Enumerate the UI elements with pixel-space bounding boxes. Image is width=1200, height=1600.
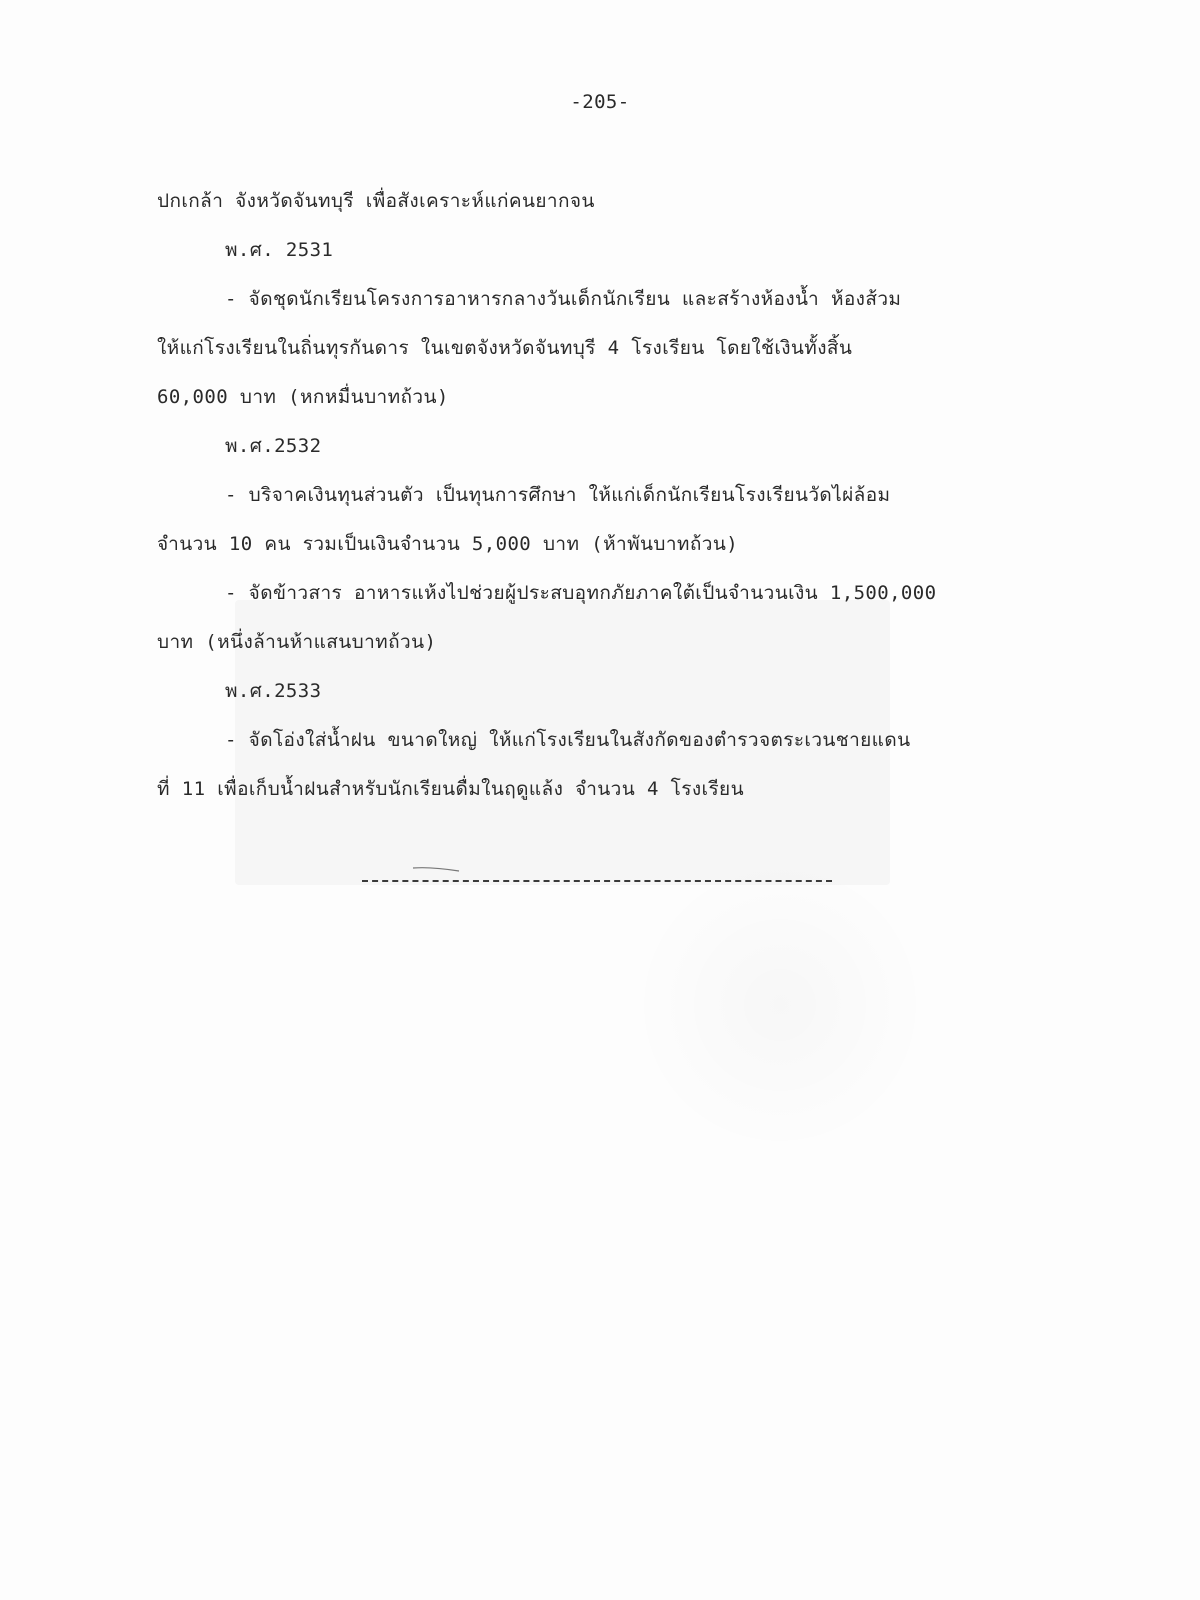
item-line: ให้แก่โรงเรียนในถิ่นทุรกันดาร ในเขตจังหวัดจันทบุรี 4 โรงเรียน โดยใช้เงินทั้งสิ้น [157,337,853,359]
end-of-section-divider [362,880,832,882]
item-line: - จัดชุดนักเรียนโครงการอาหารกลางวันเด็กนักเรียน และสร้างห้องน้ำ ห้องส้วม [225,288,902,310]
pen-mark [412,866,460,872]
item-line: 60,000 บาท (หกหมื่นบาทถ้วน) [157,386,449,408]
year-heading-2532: พ.ศ.2532 [225,435,322,457]
page-number: -205- [570,91,630,113]
bleed-through-seal [630,855,930,1155]
year-heading-2531: พ.ศ. 2531 [225,239,334,261]
item-line: - บริจาคเงินทุนส่วนตัว เป็นทุนการศึกษา ให้แก่เด็กนักเรียนโรงเรียนวัดไผ่ล้อม [225,484,891,506]
item-line: ที่ 11 เพื่อเก็บน้ำฝนสำหรับนักเรียนดื่มในฤดูแล้ง จำนวน 4 โรงเรียน [157,778,744,800]
item-line: จำนวน 10 คน รวมเป็นเงินจำนวน 5,000 บาท (ห้าพันบาทถ้วน) [157,533,739,555]
item-line: - จัดข้าวสาร อาหารแห้งไปช่วยผู้ประสบอุทกภัยภาคใต้เป็นจำนวนเงิน 1,500,000 [225,582,937,604]
item-line: - จัดโอ่งใส่น้ำฝน ขนาดใหญ่ ให้แก่โรงเรียนในสังกัดของตำรวจตระเวนชายแดน [225,729,911,751]
item-line: บาท (หนึ่งล้านห้าแสนบาทถ้วน) [157,631,437,653]
year-heading-2533: พ.ศ.2533 [225,680,322,702]
paragraph-line-continuation: ปกเกล้า จังหวัดจันทบุรี เพื่อสังเคราะห์แก่คนยากจน [157,190,595,212]
